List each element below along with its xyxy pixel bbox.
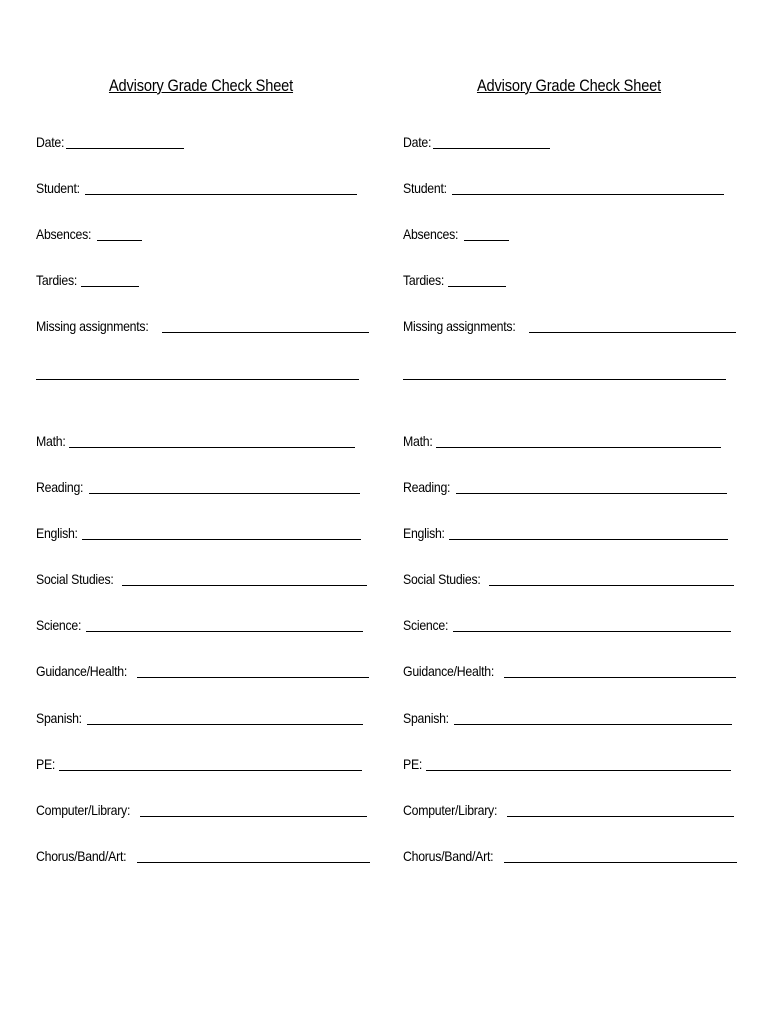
guidance-health-field[interactable] — [504, 677, 736, 678]
tardies-row — [403, 268, 506, 288]
science-label: Science: — [36, 617, 82, 633]
guidance-health-field[interactable] — [137, 677, 369, 678]
math-field[interactable] — [436, 447, 721, 448]
missing-field[interactable] — [529, 332, 736, 333]
student-row — [403, 176, 724, 196]
science-field[interactable] — [86, 631, 363, 632]
guidance-health-label: Guidance/Health: — [403, 663, 494, 679]
absences-label: Absences: — [36, 226, 92, 242]
missing-extra-line[interactable] — [36, 379, 359, 380]
reading-row — [403, 475, 727, 495]
math-label: Math: — [36, 433, 66, 449]
math-field[interactable] — [69, 447, 355, 448]
chorus-band-art-row — [403, 844, 737, 864]
reading-row — [36, 475, 360, 495]
social-studies-row — [403, 567, 734, 587]
english-row — [403, 521, 728, 541]
date-row — [36, 130, 184, 150]
reading-label: Reading: — [36, 479, 84, 495]
missing-row — [403, 314, 736, 334]
absences-row — [36, 222, 142, 242]
computer-library-label: Computer/Library: — [36, 802, 131, 818]
spanish-field[interactable] — [454, 724, 732, 725]
english-field[interactable] — [82, 539, 361, 540]
chorus-band-art-row — [36, 844, 370, 864]
student-label: Student: — [36, 180, 80, 196]
reading-label: Reading: — [403, 479, 451, 495]
pe-field[interactable] — [426, 770, 731, 771]
computer-library-label: Computer/Library: — [403, 802, 498, 818]
pe-label: PE: — [36, 756, 56, 772]
english-label: English: — [403, 525, 445, 541]
spanish-row — [36, 706, 363, 726]
english-row — [36, 521, 361, 541]
computer-library-field[interactable] — [140, 816, 367, 817]
social-studies-field[interactable] — [489, 585, 734, 586]
date-field[interactable] — [66, 148, 184, 149]
social-studies-label: Social Studies: — [36, 571, 114, 587]
spanish-row — [403, 706, 732, 726]
tardies-row — [36, 268, 139, 288]
missing-field[interactable] — [162, 332, 369, 333]
guidance-health-row — [36, 659, 369, 679]
social-studies-label: Social Studies: — [403, 571, 481, 587]
computer-library-row — [403, 798, 734, 818]
social-studies-field[interactable] — [122, 585, 367, 586]
spanish-label: Spanish: — [36, 710, 82, 726]
guidance-health-label: Guidance/Health: — [36, 663, 127, 679]
date-label: Date: — [403, 134, 432, 150]
student-field[interactable] — [85, 194, 357, 195]
missing-label: Missing assignments: — [403, 318, 516, 334]
pe-row — [403, 752, 731, 772]
chorus-band-art-field[interactable] — [504, 862, 737, 863]
math-row — [36, 429, 355, 449]
tardies-field[interactable] — [81, 286, 139, 287]
student-field[interactable] — [452, 194, 724, 195]
guidance-health-row — [403, 659, 736, 679]
absences-label: Absences: — [403, 226, 459, 242]
sheet-title: Advisory Grade Check Sheet — [108, 76, 294, 95]
science-row — [36, 613, 363, 633]
date-label: Date: — [36, 134, 65, 150]
missing-label: Missing assignments: — [36, 318, 149, 334]
math-label: Math: — [403, 433, 433, 449]
date-field[interactable] — [433, 148, 550, 149]
missing-extra-line[interactable] — [403, 379, 726, 380]
absences-field[interactable] — [464, 240, 509, 241]
absences-row — [403, 222, 509, 242]
student-row — [36, 176, 357, 196]
english-label: English: — [36, 525, 78, 541]
tardies-label: Tardies: — [36, 272, 78, 288]
spanish-field[interactable] — [87, 724, 363, 725]
chorus-band-art-field[interactable] — [137, 862, 370, 863]
pe-row — [36, 752, 362, 772]
english-field[interactable] — [449, 539, 728, 540]
absences-field[interactable] — [97, 240, 142, 241]
spanish-label: Spanish: — [403, 710, 449, 726]
reading-field[interactable] — [456, 493, 727, 494]
science-label: Science: — [403, 617, 449, 633]
chorus-band-art-label: Chorus/Band/Art: — [36, 848, 127, 864]
tardies-field[interactable] — [448, 286, 506, 287]
social-studies-row — [36, 567, 367, 587]
pe-field[interactable] — [59, 770, 362, 771]
science-field[interactable] — [453, 631, 731, 632]
date-row — [403, 130, 550, 150]
computer-library-field[interactable] — [507, 816, 734, 817]
missing-row — [36, 314, 369, 334]
sheet-title: Advisory Grade Check Sheet — [476, 76, 662, 95]
pe-label: PE: — [403, 756, 423, 772]
computer-library-row — [36, 798, 367, 818]
reading-field[interactable] — [89, 493, 360, 494]
tardies-label: Tardies: — [403, 272, 445, 288]
chorus-band-art-label: Chorus/Band/Art: — [403, 848, 494, 864]
math-row — [403, 429, 721, 449]
student-label: Student: — [403, 180, 447, 196]
science-row — [403, 613, 731, 633]
